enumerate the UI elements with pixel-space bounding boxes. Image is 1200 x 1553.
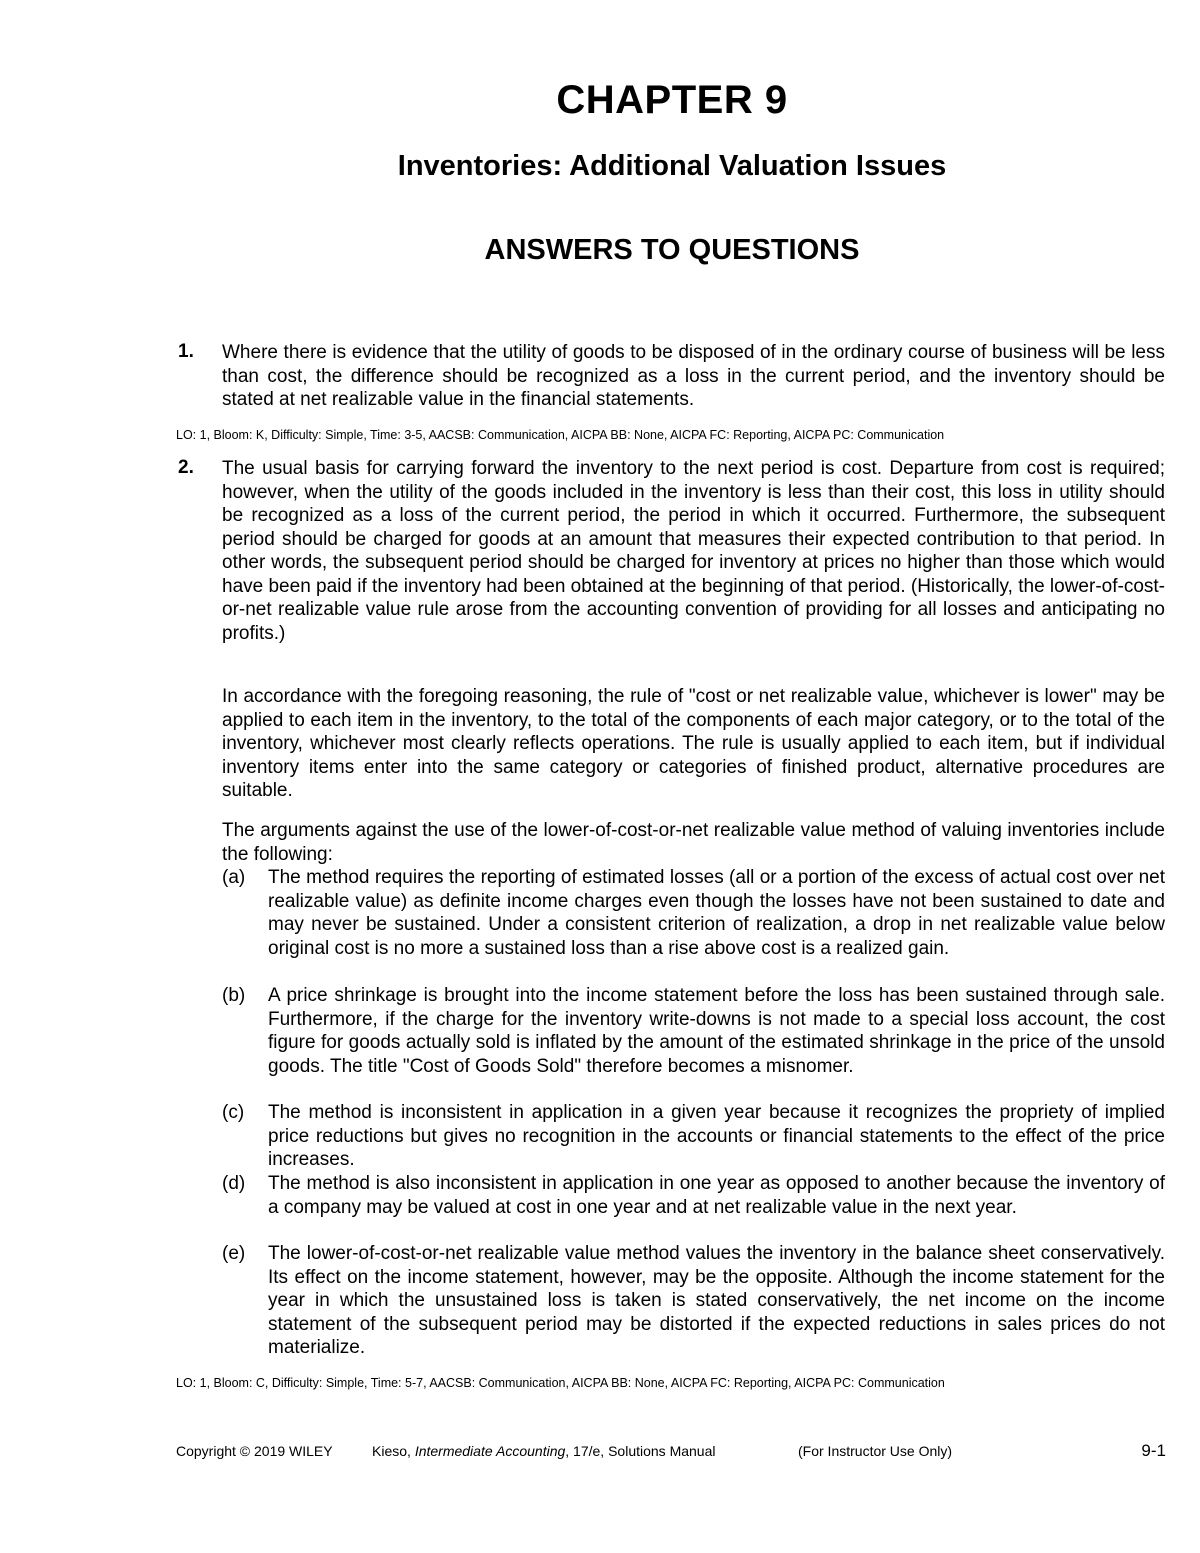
footer-edition: , 17/e, Solutions Manual [565,1443,716,1459]
footer-book-title: Intermediate Accounting [414,1443,566,1459]
list-item-label: (a) [222,867,246,888]
list-item [222,866,1165,960]
footer-copyright: Copyright © 2019 WILEY [176,1443,333,1459]
list-item-text: The method is inconsistent in application in a given year because it recognizes the propriety of implied price reductions but gives no recognition in the accounts or financial statements to the effect of the price increases. [268,1102,1165,1170]
list-item-label: (b) [222,985,246,1006]
question-2-paragraph-1: The usual basis for carrying forward the inventory to the next period is cost. Departure from cost is required; however, when the utility of the goods included in the inventory is less than their cost, this loss in utility should be recognized as a loss of the current period, the period in which it occurred. Furthermore, the subsequent period should be charged for goods at an amount that measures their expected contribution to that period. In other words, the subsequent period should be charged for inventory at prices no higher than those which would have been paid if the inventory had been obtained at the beginning of that period. (Historically, the lower-of-cost-or-net realizable value rule arose from the accounting convention of providing for all losses and anticipating no profits.) [222,458,1165,644]
list-item-label: (c) [222,1102,245,1123]
chapter-heading: CHAPTER 9 [556,78,788,122]
footer-citation [372,1443,716,1459]
list-item-label: (d) [222,1173,246,1194]
question-2-meta: LO: 1, Bloom: C, Difficulty: Simple, Time: 5-7, AACSB: Communication, AICPA BB: None, AICPA FC: Reporting, AICPA PC: Communication [176,1376,945,1390]
question-2-paragraph-2: In accordance with the foregoing reasoning, the rule of "cost or net realizable value, whichever is lower" may be applied to each item in the inventory, to the total of the components of each major category, or to the total of the inventory, whichever most clearly reflects operations. The rule is usually applied to each item, but if individual inventory items enter into the same category or categories of finished product, alternative procedures are suitable. [222,686,1165,801]
list-item [222,1242,1165,1360]
list-item [222,1101,1165,1172]
question-number: 1. [178,341,194,362]
list-item-label: (e) [222,1243,246,1264]
list-item-text: The method is also inconsistent in application in one year as opposed to another because the inventory of a company may be valued at cost in one year and at net realizable value in the next year. [268,1173,1165,1218]
footer-usage-note: (For Instructor Use Only) [798,1443,953,1459]
question-1-answer: Where there is evidence that the utility of goods to be disposed of in the ordinary course of business will be less than cost, the difference should be recognized as a loss in the current period, and the inventory should be stated at net realizable value in the financial statements. [222,342,1165,410]
question-1-meta: LO: 1, Bloom: K, Difficulty: Simple, Time: 3-5, AACSB: Communication, AICPA BB: None, AICPA FC: Reporting, AICPA PC: Communication [176,428,945,442]
section-heading: ANSWERS TO QUESTIONS [484,234,860,266]
page-number: 9-1 [1141,1441,1166,1460]
footer-author: Kieso, [372,1443,415,1459]
question-2-paragraph-3: The arguments against the use of the lower-of-cost-or-net realizable value method of valuing inventories include the following: [222,820,1165,865]
question-number: 2. [178,457,194,478]
list-item [222,984,1165,1078]
list-item [222,1172,1165,1219]
list-item-text: The method requires the reporting of estimated losses (all or a portion of the excess of actual cost over net realizable value) as definite income charges even though the losses have not been sustained to date and may never be sustained. Under a consistent criterion of realization, a drop in net realizable value below original cost is no more a sustained loss than a rise above cost is a realized gain. [268,867,1165,959]
list-item-text: The lower-of-cost-or-net realizable value method values the inventory in the balance sheet conservatively. Its effect on the income statement, however, may be the opposite. Although the income statement for the year in which the unsustained loss is taken is stated conservatively, the net income on the income statement of the subsequent period may be distorted if the expected reductions in sales prices do not materialize. [268,1243,1165,1358]
chapter-title: Inventories: Additional Valuation Issues [397,150,947,182]
list-item-text: A price shrinkage is brought into the income statement before the loss has been sustained through sale. Furthermore, if the charge for the inventory write-downs is not made to a special loss account, the cost figure for goods actually sold is inflated by the amount of the estimated shrinkage in the price of the unsold goods. The title "Cost of Goods Sold" therefore becomes a misnomer. [268,985,1165,1077]
